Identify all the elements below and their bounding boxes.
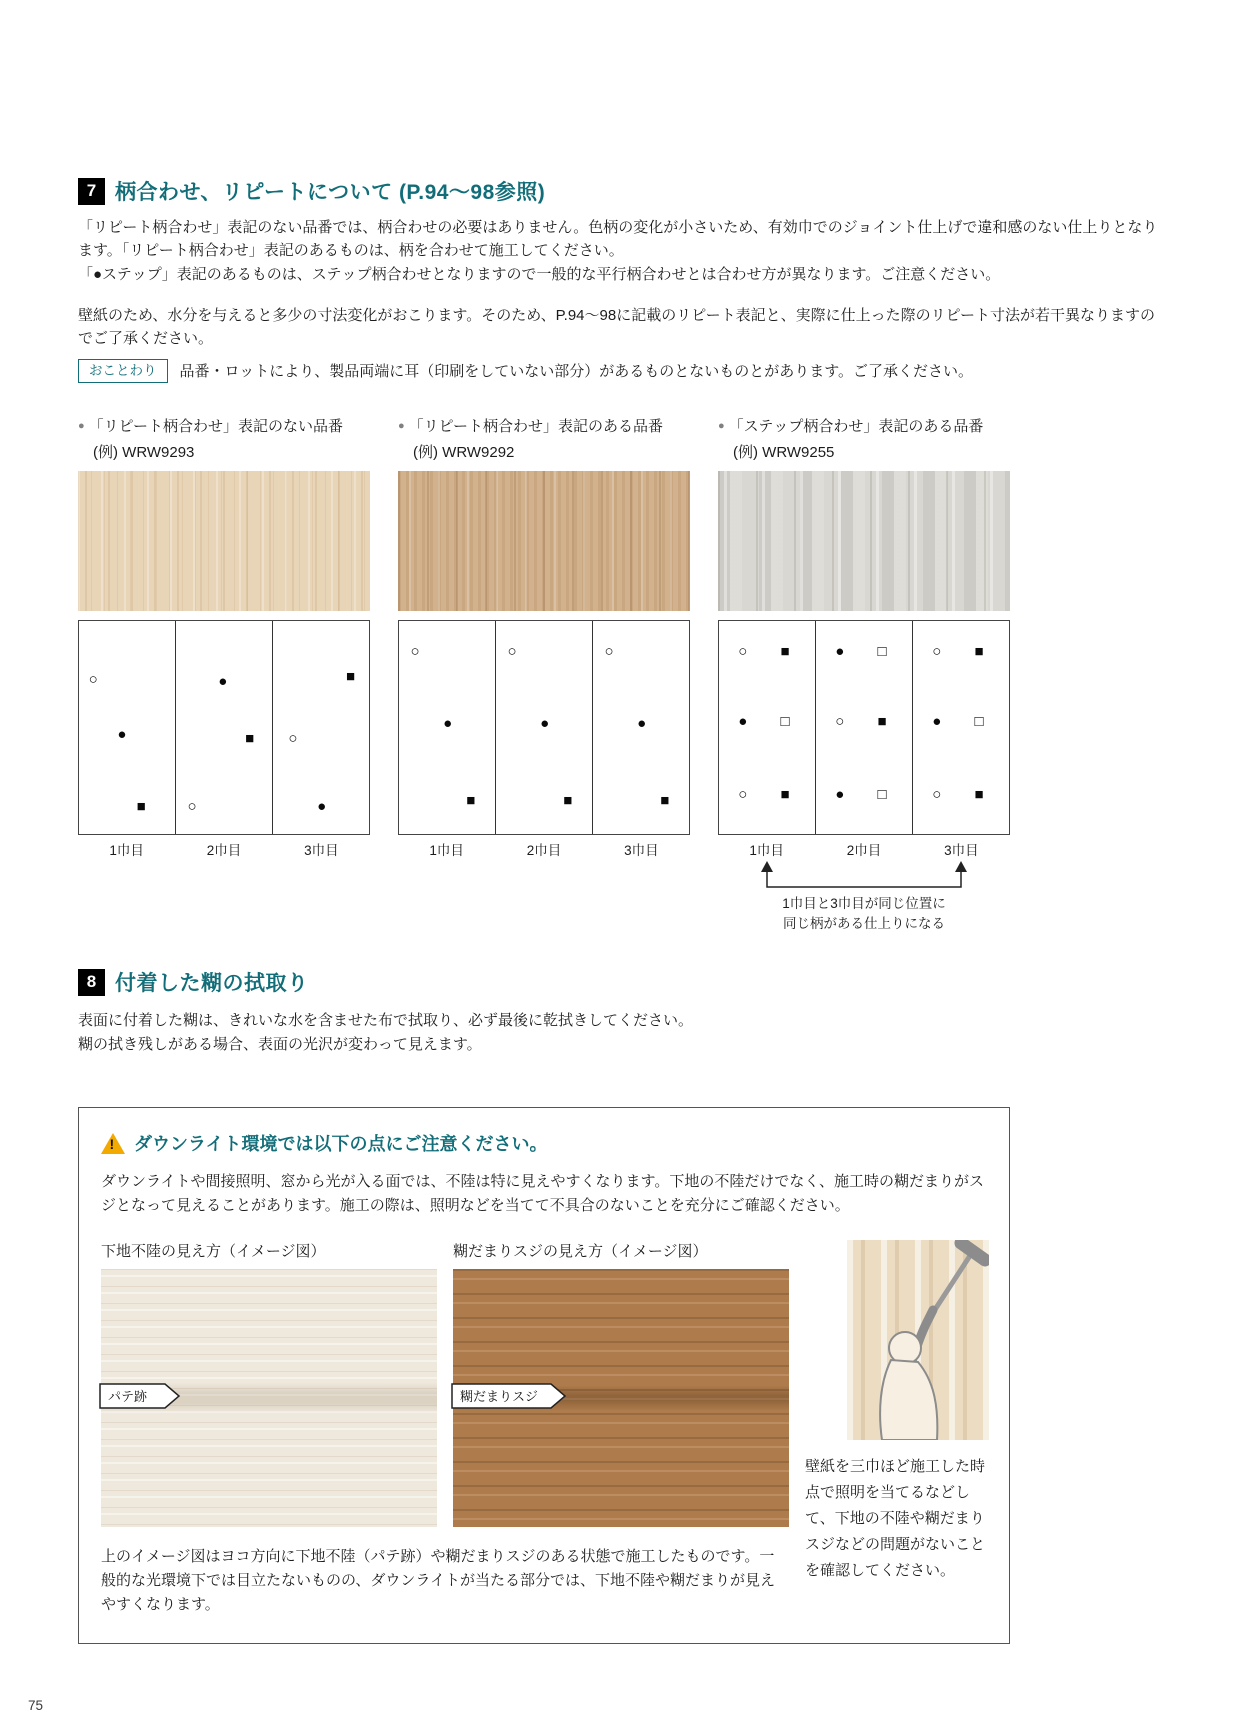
diagram-panel	[176, 621, 273, 834]
bullet-icon: ●	[718, 419, 725, 432]
width-label: 1巾目	[109, 842, 144, 858]
width-labels	[78, 839, 370, 859]
pattern-symbol: ●	[540, 715, 550, 733]
pattern-symbol: ■	[974, 642, 984, 660]
pattern-symbol: ○	[932, 642, 942, 660]
width-label: 2巾目	[206, 842, 242, 858]
pattern-symbol: ○	[288, 730, 298, 748]
pattern-symbol: ■	[780, 642, 790, 660]
section7-paragraph-2: 壁紙のため、水分を与えると多少の寸法変化がおこります。そのため、P.94～98に記載のリピート表記と、実際に仕上った際のリピート寸法が若干異なりますのでご了承ください。	[78, 306, 1156, 347]
pattern-symbol: ■	[136, 798, 146, 816]
pattern-symbol: ●	[218, 672, 228, 690]
example-bullet	[718, 416, 1010, 438]
paragraph-line: 糊の拭き残しがある場合、表面の光沢が変わって見えます。	[78, 1036, 482, 1054]
pattern-symbol: ●	[637, 715, 647, 733]
pattern-symbol: ■	[660, 792, 670, 810]
pattern-symbol: ○	[187, 798, 197, 816]
page-content	[78, 176, 1168, 1644]
pattern-symbol: ○	[932, 785, 942, 803]
example-product-code: (例) WRW9293	[93, 443, 195, 461]
bullet-icon: ●	[78, 419, 85, 432]
pattern-symbol: ●	[117, 726, 127, 743]
width-label: 2巾目	[526, 842, 562, 858]
width-label: 3巾目	[624, 842, 659, 858]
pattern-symbol: ●	[317, 798, 327, 816]
warning-body-text: ダウンライトや間接照明、窓から光が入る面では、不陸は特に見えやすくなります。下地の不陸だけでなく、施工時の糊だまりがスジとなって見えることがあります。施工の際は、照明などを当てて不具合のないことを充分にご確認ください。	[101, 1173, 985, 1215]
pattern-diagram-no-repeat	[78, 620, 370, 835]
notice-text: 品番・ロットにより、製品両端に耳（印刷をしていない部分）があるものとないものとがあります。ご了承ください。	[179, 363, 974, 381]
section7-title: 柄合わせ、リピートについて (P.94～98参照)	[115, 181, 546, 204]
image-caption-glue-streak: 糊だまりスジの見え方（イメージ図）	[453, 1243, 708, 1261]
putty-mark-tag	[99, 1383, 181, 1409]
diagram-panel	[719, 621, 816, 834]
diagram-panel	[79, 621, 176, 834]
pattern-symbol: ■	[466, 792, 476, 810]
pattern-symbol: ○	[604, 642, 614, 660]
paragraph-line: 「●ステップ」表記のあるものは、ステップ柄合わせとなりますので一般的な平行柄合わせとは合わせ方が異なります。ご注意ください。	[78, 265, 1001, 283]
pattern-examples	[78, 416, 1168, 936]
warning-right-column	[805, 1240, 989, 1617]
installer-with-light-illustration	[847, 1240, 989, 1440]
pattern-symbol: ●	[738, 713, 748, 731]
downlight-warning-box	[78, 1107, 1010, 1644]
section7-number-badge: 7	[78, 178, 105, 205]
pattern-symbol: □	[877, 642, 887, 660]
pattern-diagram-step	[718, 620, 1010, 835]
step-note-line: 同じ柄がある仕上りになる	[783, 916, 945, 932]
pattern-symbol: ●	[443, 715, 453, 733]
section8-number-badge: 8	[78, 969, 105, 996]
step-note-line: 1巾目と3巾目が同じ位置に	[782, 895, 946, 911]
example-product-code: (例) WRW9292	[413, 443, 515, 461]
warning-triangle-icon	[101, 1133, 125, 1154]
example-column-step	[718, 416, 1010, 936]
example-bullet-label: 「リピート柄合わせ」表記のない品番	[88, 417, 344, 435]
pattern-symbol: ■	[245, 730, 255, 748]
pattern-symbol: □	[780, 713, 790, 731]
example-column-repeat	[398, 416, 690, 936]
warning-bottom-paragraph: 上のイメージ図はヨコ方向に下地不陸（パテ跡）や糊だまりスジのある状態で施工したものです。一般的な光環境下では目立たないものの、ダウンライトが当たる部分では、下地不陸や糊だまりが見えやすくなります。	[101, 1548, 775, 1614]
paragraph-line: 表面に付着した糊は、きれいな水を含ませた布で拭取り、必ず最後に乾拭きしてください。	[78, 1012, 694, 1030]
wallpaper-swatch-wrw9255	[718, 471, 1010, 611]
warning-title-row	[101, 1130, 987, 1156]
installer-illustration-icon	[847, 1240, 989, 1440]
step-match-annotation	[718, 861, 1010, 936]
pattern-diagram-repeat	[398, 620, 690, 835]
section7-header	[78, 176, 1168, 206]
example-bullet	[398, 416, 690, 438]
warning-title: ダウンライト環境では以下の点にご注意ください。	[134, 1134, 548, 1155]
diagram-panel	[399, 621, 496, 834]
example-column-no-repeat	[78, 416, 370, 936]
section8-header	[78, 967, 1168, 997]
pattern-symbol: ○	[835, 713, 845, 731]
pattern-symbol: ●	[835, 785, 845, 803]
pattern-symbol: □	[974, 713, 984, 731]
notice-label-box: おことわり	[78, 359, 168, 383]
pattern-symbol: ●	[932, 713, 942, 731]
width-label: 3巾目	[944, 842, 979, 858]
bracket-arrows-icon	[718, 861, 1010, 891]
width-label: 3巾目	[304, 842, 339, 858]
pattern-symbol: ■	[877, 713, 887, 731]
glue-streak-image	[453, 1269, 789, 1527]
width-labels	[398, 839, 690, 859]
diagram-panel	[593, 621, 689, 834]
pattern-symbol: ■	[780, 785, 790, 803]
pattern-symbol: ■	[563, 792, 573, 810]
putty-mark-tag-label: パテ跡	[108, 1388, 148, 1404]
page-number: 75	[28, 1698, 44, 1713]
section8-paragraph	[78, 1009, 1168, 1057]
pattern-symbol: ○	[410, 642, 420, 660]
diagram-panel	[273, 621, 369, 834]
diagram-panel	[496, 621, 593, 834]
width-labels	[718, 839, 1010, 859]
warning-images-grid	[101, 1240, 987, 1617]
image-caption-substrate: 下地不陸の見え方（イメージ図）	[101, 1243, 326, 1261]
substrate-unevenness-image	[101, 1269, 437, 1527]
pattern-symbol: □	[877, 785, 887, 803]
warning-right-paragraph: 壁紙を三巾ほど施工した時点で照明を当てるなどして、下地の不陸や糊だまりスジなどの問題がないことを確認してください。	[805, 1458, 986, 1579]
section8-title: 付着した糊の拭取り	[115, 972, 309, 996]
glue-streak-tag-label: 糊だまりスジ	[460, 1388, 539, 1404]
pattern-symbol: ■	[974, 785, 984, 803]
bullet-icon: ●	[398, 419, 405, 432]
paragraph-line: 「リピート柄合わせ」表記のない品番では、柄合わせの必要はありません。色柄の変化が小さいため、有効巾でのジョイント仕上げで違和感のない仕上りとなります。「リピート柄合わせ」表記のあるものは、柄を合わせて施工してください。	[78, 219, 1158, 260]
example-bullet-label: 「リピート柄合わせ」表記のある品番	[408, 417, 664, 435]
example-product-code: (例) WRW9255	[733, 443, 835, 461]
diagram-panel	[913, 621, 1009, 834]
pattern-symbol: ■	[345, 668, 356, 686]
example-bullet-label: 「ステップ柄合わせ」表記のある品番	[728, 417, 984, 435]
pattern-symbol: ●	[835, 642, 845, 660]
pattern-symbol: ○	[738, 642, 748, 660]
notice-row	[78, 359, 1168, 384]
width-label: 2巾目	[846, 842, 882, 858]
glue-streak-tag	[451, 1383, 567, 1409]
section7-paragraph-1	[78, 216, 1168, 286]
wallpaper-swatch-wrw9293	[78, 471, 370, 611]
example-bullet	[78, 416, 370, 438]
pattern-symbol: ○	[738, 785, 748, 803]
diagram-panel	[816, 621, 913, 834]
pattern-symbol: ○	[88, 670, 98, 688]
width-label: 1巾目	[749, 842, 784, 858]
wallpaper-swatch-wrw9292	[398, 471, 690, 611]
pattern-symbol: ○	[507, 642, 517, 660]
width-label: 1巾目	[429, 842, 464, 858]
